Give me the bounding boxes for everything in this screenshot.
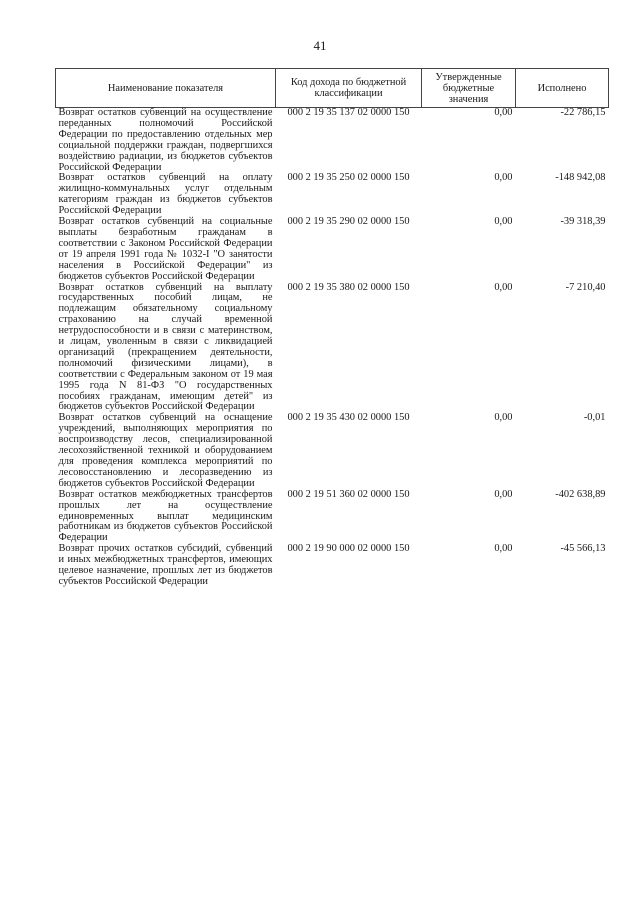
row-name: Возврат прочих остатков субсидий, субвенций и иных межбюджетных трансфертов, имеющих целевое назначение, прошлых лет из бюджетов субъектов Российской Федерации [58, 543, 273, 587]
row-code: 000 2 19 35 380 02 0000 150 [287, 281, 410, 293]
row-approved: 0,00 [494, 107, 513, 118]
row-approved: 0,00 [494, 172, 513, 184]
row-code: 000 2 19 35 137 02 0000 150 [287, 107, 410, 118]
page-number: 41 [313, 38, 327, 53]
row-code: 000 2 19 90 000 02 0000 150 [287, 543, 410, 555]
table-row [56, 490, 609, 545]
table-header-row [56, 69, 609, 108]
row-code: 000 2 19 51 360 02 0000 150 [287, 488, 410, 500]
row-executed: -45 566,13 [560, 543, 606, 555]
row-name: Возврат остатков межбюджетных трансфертов прошлых лет на осуществление единовременных выплат медицинским работникам из бюджетов субъектов Российской Федерации [58, 488, 273, 544]
row-executed: -402 638,89 [555, 488, 606, 500]
table-row [56, 108, 609, 174]
row-executed: -0,01 [583, 412, 606, 424]
row-approved: 0,00 [494, 543, 513, 555]
table-row [56, 413, 609, 489]
row-executed: -39 318,39 [560, 216, 606, 228]
table-row [56, 544, 609, 588]
row-code: 000 2 19 35 250 02 0000 150 [287, 172, 410, 184]
row-executed: -148 942,08 [555, 172, 606, 184]
row-name: Возврат остатков субвенций на осуществление переданных полномочий Российской Федерации по предоставлению отдельных мер социальной поддержки граждан, подвергшихся воздействию радиации, из бюджетов субъектов Российской Федерации [58, 107, 273, 173]
header-approved: Утвержденные бюджетные значения [422, 69, 516, 108]
row-name: Возврат остатков субвенций на оснащение учреждений, выполняющих мероприятия по воспроизводству лесов, специализированной лесохозяйственной техникой и оборудованием для проведения комплекса мероприятий по лесовосстановлению и лесоразведению из бюджетов субъектов Российской Федерации [58, 412, 273, 489]
table-row [56, 283, 609, 414]
header-code: Код дохода по бюджетной классификации [276, 69, 422, 108]
table-row [56, 217, 609, 282]
revenue-table [55, 68, 609, 588]
table-row [56, 173, 609, 217]
row-executed: -7 210,40 [565, 281, 606, 293]
row-code: 000 2 19 35 430 02 0000 150 [287, 412, 410, 424]
header-executed: Исполнено [516, 69, 609, 108]
row-name: Возврат остатков субвенций на социальные выплаты безработным гражданам в соответствии с Законом Российской Федерации от 19 апреля 1991 года № 1032-I "О занятости населения в Российской Федерации" из бюджетов субъектов Российской Федерации [58, 216, 273, 282]
row-name: Возврат остатков субвенций на выплату государственных пособий лицам, не подлежащим обязательному социальному страхованию на случай временной нетрудоспособности и в связи с материнством, и лицам, уволенным в связи с ликвидацией организаций (прекращением деятельности, полномочий физическими лицами), в соответствии с Федеральным законом от 19 мая 1995 года N 81-ФЗ "О государственных пособиях гражданам, имеющим детей" из бюджетов субъектов Российской Федерации [58, 281, 273, 413]
row-executed: -22 786,15 [560, 107, 606, 118]
row-approved: 0,00 [494, 281, 513, 293]
row-approved: 0,00 [494, 488, 513, 500]
row-approved: 0,00 [494, 216, 513, 228]
header-name: Наименование показателя [56, 69, 276, 108]
row-approved: 0,00 [494, 412, 513, 424]
row-code: 000 2 19 35 290 02 0000 150 [287, 216, 410, 228]
row-name: Возврат остатков субвенций на оплату жилищно-коммунальных услуг отдельным категориям граждан из бюджетов субъектов Российской Федерации [58, 172, 273, 217]
